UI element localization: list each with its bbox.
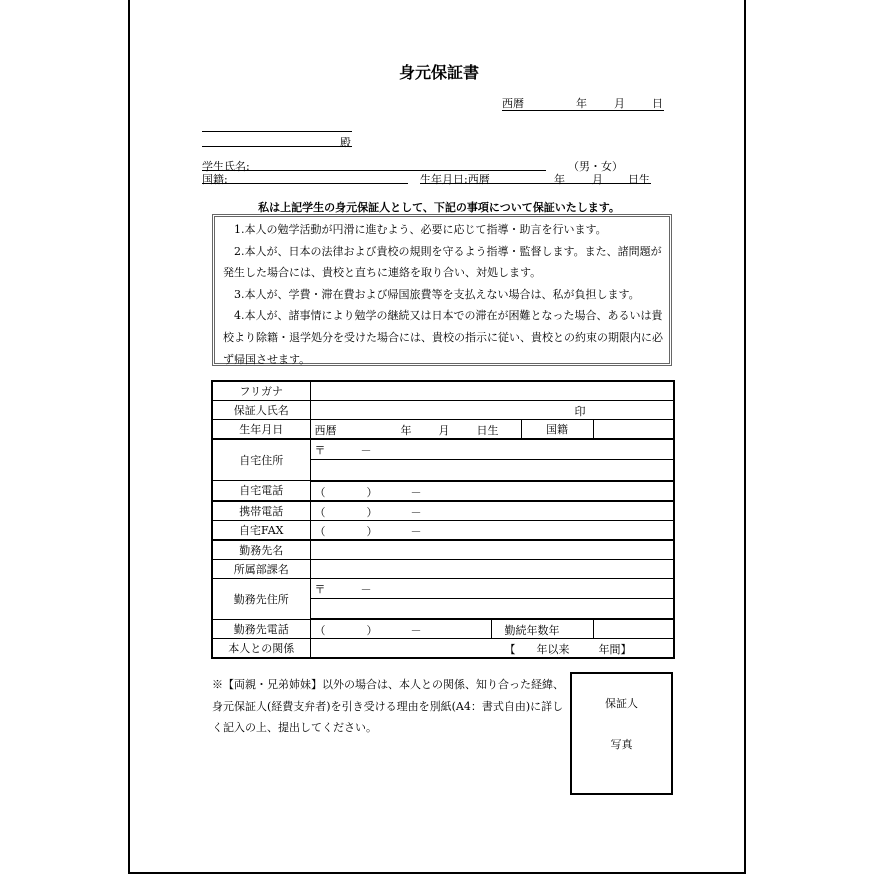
clause-1: 1.本人の勉学活動が円滑に進むよう、必要に応じて指導・助言を行います。 — [234, 223, 607, 236]
seal-mark: 印 — [574, 405, 586, 418]
photo-label-guarantor: 保証人 — [605, 697, 638, 710]
relation-close: 年間】 — [598, 643, 632, 656]
home-fax-label: 自宅FAX — [212, 520, 310, 540]
birthdate-month: 月 — [438, 424, 450, 437]
postal-mark: 〒 — [314, 582, 326, 596]
student-name-label: 学生氏名: — [202, 160, 250, 173]
mobile-phone-label: 携帯電話 — [212, 501, 310, 521]
birth-month: 月 — [592, 173, 603, 186]
home-phone-label: 自宅電話 — [212, 481, 310, 501]
work-phone-label: 勤務先電話 — [212, 619, 310, 639]
clauses-box — [212, 214, 672, 366]
photo-label-photo: 写真 — [610, 738, 633, 751]
home-address-label: 自宅住所 — [212, 439, 310, 481]
birthdate-label: 生年月日 — [212, 420, 310, 440]
photo-box[interactable] — [570, 672, 673, 795]
years-employed-field[interactable] — [593, 619, 674, 639]
years-divider — [491, 619, 492, 639]
guarantee-statement: 私は上記学生の身元保証人として、下記の事項について保証いたします。 — [258, 201, 620, 214]
student-gender[interactable]: （男・女） — [568, 160, 623, 173]
birth-year: 年 — [554, 173, 565, 186]
clause-4: 4.本人が、諸事情により勉学の継続又は日本での滞在が困難となった場合、あるいは貴校より除籍・退学処分を受けた場合には、貴校の指示に従い、貴校との約束の期限内に必ず帰国させます。 — [223, 309, 663, 366]
birth-field[interactable] — [420, 183, 651, 184]
phone-dash: － — [410, 624, 422, 637]
clause-2: 2.本人が、日本の法律および貴校の規則を守るよう指導・監督します。また、諸問題が発生した場合には、貴校と直ちに連絡を取り合い、対処します。 — [223, 244, 662, 280]
birth-day: 日生 — [628, 173, 650, 186]
employer-label: 勤務先名 — [212, 540, 310, 560]
date-year: 年 — [576, 97, 587, 110]
mobile-phone-field[interactable] — [310, 501, 674, 521]
postal-dash: － — [360, 582, 372, 596]
postal-mark: 〒 — [314, 444, 326, 457]
paren-close: ） — [366, 524, 378, 538]
birthdate-era: 西暦 — [314, 424, 337, 437]
birthdate-year: 年 — [400, 424, 412, 437]
furigana-field[interactable] — [310, 381, 674, 401]
work-address-label: 勤務先住所 — [212, 578, 310, 619]
guarantee-form-page — [128, 0, 746, 874]
employer-field[interactable] — [310, 540, 674, 560]
relation-years: 年以来 — [536, 643, 570, 656]
clause-3: 3.本人が、学費・滞在費および帰国旅費等を支払えない場合は、私が負担します。 — [234, 287, 640, 301]
furigana-label: フリガナ — [212, 381, 310, 401]
home-fax-field[interactable] — [310, 520, 674, 540]
home-phone-field[interactable] — [310, 481, 674, 501]
date-era: 西暦 — [502, 97, 524, 110]
student-name-field[interactable] — [202, 170, 546, 171]
nationality-label: 国籍: — [202, 173, 228, 186]
paren-close: ） — [366, 485, 378, 499]
addressee-suffix: 殿 — [340, 136, 351, 149]
remarks-note: ※【両親・兄弟姉妹】以外の場合は、本人との関係、知り合った経緯、身元保証人(経費支弁者)を引き受ける理由を別紙(A4：書式自由)に詳しく記入の上、提出してください。 — [212, 678, 564, 734]
paren-open: （ — [314, 485, 326, 499]
nationality-field[interactable] — [202, 183, 408, 184]
work-phone-field[interactable] — [310, 619, 593, 639]
department-field[interactable] — [310, 559, 674, 578]
addressee-underline — [202, 146, 352, 147]
paren-close: ） — [366, 624, 378, 637]
birth-label: 生年月日:西暦 — [420, 173, 490, 186]
addressee-line[interactable] — [202, 131, 352, 132]
paren-open: （ — [314, 505, 326, 519]
home-postal-field[interactable] — [310, 439, 674, 460]
work-address-field[interactable] — [310, 598, 674, 619]
guarantor-nationality-label: 国籍 — [521, 420, 593, 440]
guarantor-birthdate-field[interactable] — [310, 420, 521, 440]
paren-open: （ — [314, 624, 326, 637]
department-label: 所属部課名 — [212, 559, 310, 578]
work-postal-field[interactable] — [310, 578, 674, 598]
page-title: 身元保証書 — [398, 63, 479, 82]
phone-dash: － — [410, 485, 422, 499]
phone-dash: － — [410, 505, 422, 519]
guarantor-name-field[interactable] — [310, 401, 674, 420]
guarantor-table — [211, 380, 675, 659]
relation-open: 【 — [504, 643, 516, 656]
date-line — [502, 95, 664, 111]
date-month: 月 — [614, 97, 625, 110]
relationship-field[interactable] — [310, 639, 674, 659]
phone-dash: － — [410, 524, 422, 538]
paren-open: （ — [314, 524, 326, 538]
paren-close: ） — [366, 505, 378, 519]
postal-dash: － — [360, 444, 372, 457]
relationship-label: 本人との関係 — [212, 639, 310, 659]
date-day: 日 — [652, 97, 663, 110]
guarantor-nationality-field[interactable] — [593, 420, 674, 440]
guarantor-name-label: 保証人氏名 — [212, 401, 310, 420]
birthdate-day: 日生 — [476, 424, 499, 437]
years-employed-label: 勤続年数年 — [504, 624, 560, 637]
home-address-field[interactable] — [310, 460, 674, 481]
